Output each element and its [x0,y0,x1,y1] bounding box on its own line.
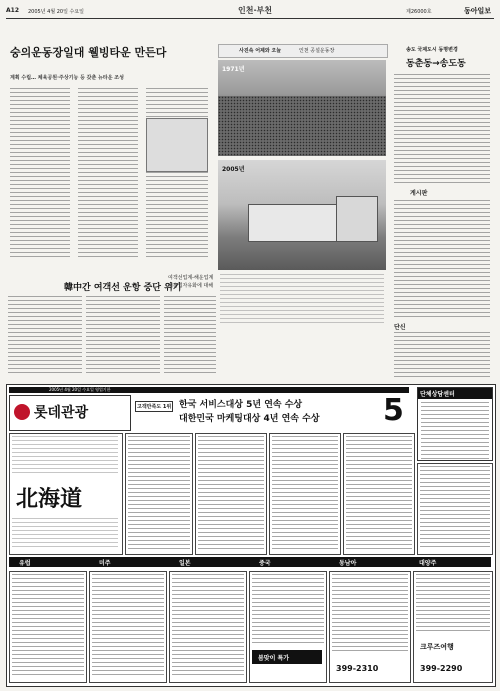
listing-6-text [416,574,490,634]
listing-1-text [12,574,84,678]
second-body-col1 [8,296,82,376]
issue-number: 제26000호 [406,9,432,15]
tour-tag-row [9,557,491,567]
main-article [6,38,213,268]
brief-body [394,332,490,380]
tour-tag-china: 중국 [259,560,271,567]
photo-1971 [218,60,386,156]
ad-grid-d-text [346,436,412,550]
ad-top-text: 2005년 4월 20일 수요일 영업기한 [49,387,111,392]
photo-feature [218,38,386,272]
slogan-line1: 한국 서비스대상 5년 연속 수상 [179,400,303,410]
second-body-col2 [86,296,160,376]
slogan-box [133,395,413,429]
slogan-line2: 대한민국 마케팅대상 4년 연속 수상 [179,414,320,424]
right-body [394,74,490,184]
section-logo: 인천·부천 [238,6,272,15]
ad-grid-b [195,433,267,555]
masthead [6,4,494,19]
photo-caption-text [220,274,384,324]
photo-2005-building [248,204,340,242]
hokkaido-title: 北海道 [16,487,83,512]
second-kicker1: 여객선업계-해운업계 [168,275,214,281]
second-kicker2: 해운업자유화에 대해 [168,283,214,289]
ad-grid-d [343,433,415,555]
main-map-image [146,118,208,172]
ad-grid-c-text [272,436,338,550]
second-headline: 韓中간 여객선 운항 중단 위기 [64,283,182,293]
tour-tag-japan: 일본 [179,560,191,567]
promo-banner [252,650,322,664]
group-center-header: 단체상담센터 [418,388,492,399]
listing-3 [169,571,247,683]
lotte-logo-box [9,395,131,431]
listing-5-text [332,574,408,652]
listing-2 [89,571,167,683]
photo-caption-bar [218,44,388,58]
promo2-text: 크루즈여행 [420,643,454,651]
main-body-col1 [10,88,70,258]
big-number: 5 [383,393,404,428]
phone-number-2: 399-2290 [420,664,463,673]
main-headline: 숭의운동장일대 웰빙타운 만든다 [10,46,167,59]
lotte-tour-ad [6,384,496,687]
listing-5 [329,571,411,683]
hokkaido-bottom-lines [12,518,118,550]
tour-tag-europe: 유럽 [19,560,31,567]
second-article [6,270,386,380]
phone-number-1: 399-2310 [336,664,379,673]
photo-caption-label: 사진속 어제와 오늘 [239,48,282,54]
ad-grid-e [417,463,493,555]
listing-2-text [92,574,164,678]
board-label: 게시판 [410,190,428,197]
photo-2005 [218,160,386,270]
hokkaido-top-lines [12,436,118,476]
second-body-col3 [164,296,216,376]
listing-4-text [252,574,324,646]
photo-1971-year: 1971년 [222,66,245,73]
brief-header: 단신 [394,324,406,331]
issue-date: 2005년 4월 20일 수요일 [28,9,85,15]
right-column [390,38,494,378]
photo-2005-stand [336,196,378,242]
group-center [417,387,493,461]
lotte-logo-icon [14,404,30,420]
page-number: A12 [6,7,19,14]
listing-3-text [172,574,244,678]
right-headline: 동춘동→송도동 [406,59,466,69]
promo-text: 봄맞이 특가 [258,655,290,662]
hokkaido-block [9,433,123,555]
main-body-col3 [146,88,208,258]
main-subhead: 계획 수립… 체육공원·주상기능 등 갖춘 뉴타운 조성 [10,75,124,81]
listing-6 [413,571,493,683]
photo-2005-year: 2005년 [222,166,245,173]
paper-name: 동아일보 [464,7,492,15]
ad-grid-c [269,433,341,555]
lotte-name: 롯데관광 [34,405,89,421]
listing-1 [9,571,87,683]
right-kicker: 송도 국제도시 동명변경 [406,47,458,53]
ad-top-strip [9,387,409,393]
main-body-col2 [78,88,138,258]
ad-grid-a-text [128,436,190,550]
tour-tag-america: 미주 [99,560,111,567]
award-badge: 고객만족도 1위 [135,401,173,412]
photo-1971-crowd [218,96,386,156]
tour-tag-oceania: 대양주 [419,560,437,567]
ad-grid-a [125,433,193,555]
listing-4 [249,571,327,683]
board-body [394,200,490,318]
photo-caption-place: 인천 공설운동장 [299,48,335,54]
tour-tag-sea: 동남아 [339,560,357,567]
ad-grid-e-text [420,466,490,550]
group-center-body [421,402,489,460]
ad-grid-b-text [198,436,264,550]
